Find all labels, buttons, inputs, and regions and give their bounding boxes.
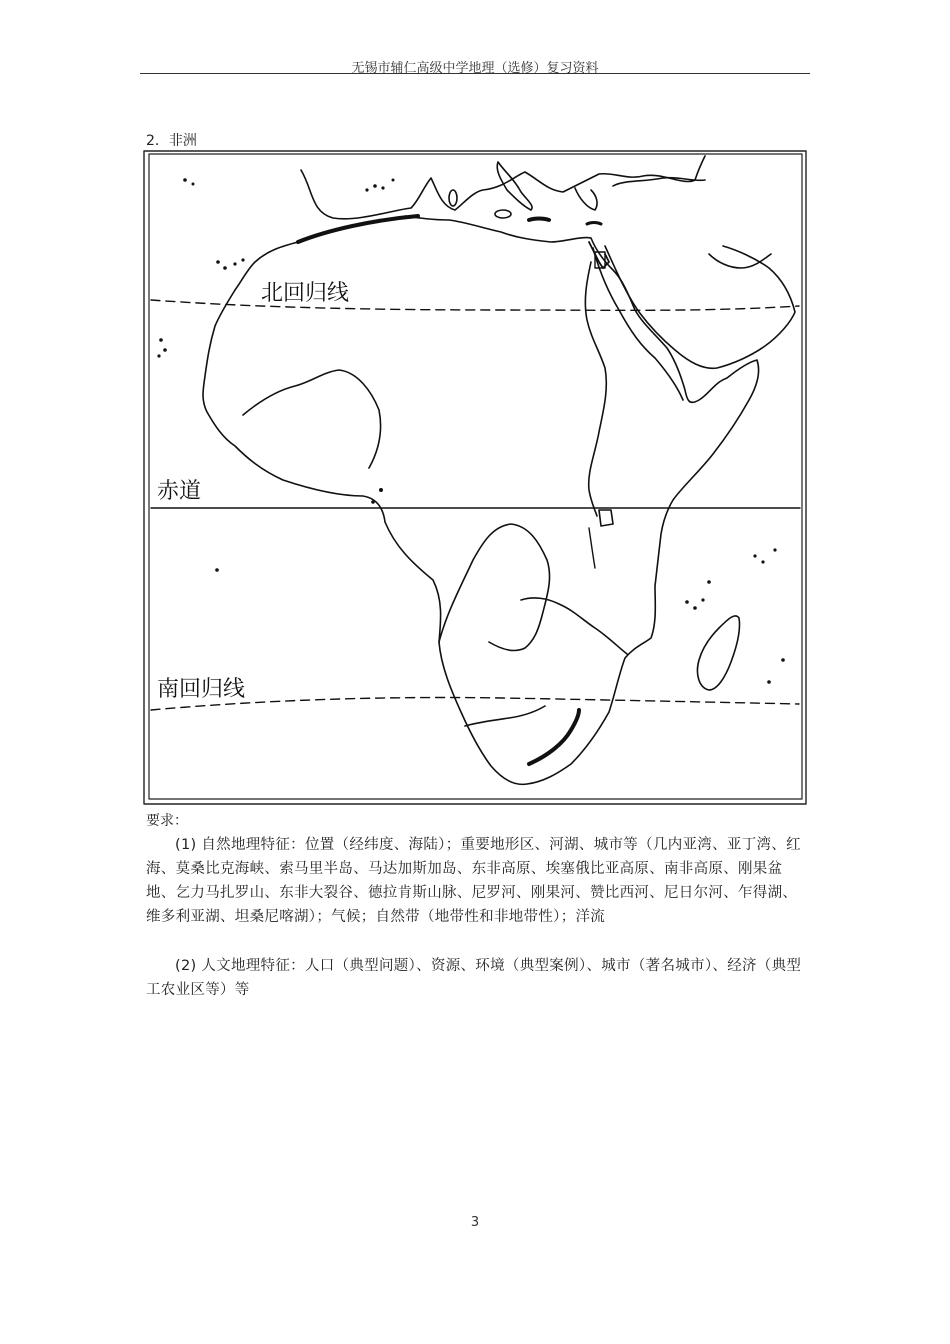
niger-river: [243, 370, 381, 468]
congo-river: [439, 524, 550, 650]
label-tropic-cancer: 北回归线: [261, 281, 350, 306]
requirements-title: 要求：: [146, 813, 188, 829]
tropic-of-capricorn-line: [151, 698, 799, 711]
section-title: 2．非洲: [146, 133, 197, 149]
map-inner-frame: [149, 154, 802, 799]
crete: [529, 219, 549, 221]
requirement-item-1: (1) 自然地理特征：位置（经纬度、海陆）；重要地形区、河湖、城市等（几内亚湾、亚丁湾、红海、莫桑比克海峡、索马里半岛、马达加斯加岛、东非高原、埃塞俄比亚高原、南非高原、刚果盆地、乞力马扎罗山、东非大裂谷、德拉肯斯山脉、尼罗河、刚果河、赞比西河、尼日尔河、乍得湖、维多利亚湖、坦桑尼喀湖）；气候；自然带（地带性和非地带性）；洋流: [146, 837, 801, 925]
label-equator: 赤道: [157, 479, 202, 504]
page-header: 无锡市辅仁高级中学地理（选修）复习资料: [351, 61, 599, 76]
lake-victoria: [599, 510, 613, 526]
label-tropic-capricorn: 南回归线: [157, 677, 246, 702]
requirement-item-2: (2) 人文地理特征：人口（典型问题）、资源、环境（典型案例）、城市（著名城市）、经济（典型工农业区等）等: [146, 958, 802, 998]
zambezi-river: [521, 598, 627, 654]
nile-river: [585, 262, 606, 516]
sardinia: [449, 190, 457, 206]
italy: [497, 162, 532, 210]
tropic-of-cancer-line: [151, 300, 799, 310]
sicily: [495, 210, 511, 218]
sinai: [589, 242, 609, 268]
cyprus: [587, 223, 601, 225]
orange-river: [465, 706, 545, 726]
lake-tanganyika: [589, 528, 595, 568]
atlas-mountains: [298, 216, 418, 242]
greece: [575, 188, 597, 210]
map-frame: [144, 151, 806, 804]
page-number: 3: [470, 1215, 480, 1230]
drakensberg-mountains: [529, 710, 579, 764]
header-rule: [140, 73, 810, 74]
africa-outline-map: [143, 150, 807, 805]
persian-gulf: [709, 254, 771, 268]
madagascar: [697, 616, 739, 690]
